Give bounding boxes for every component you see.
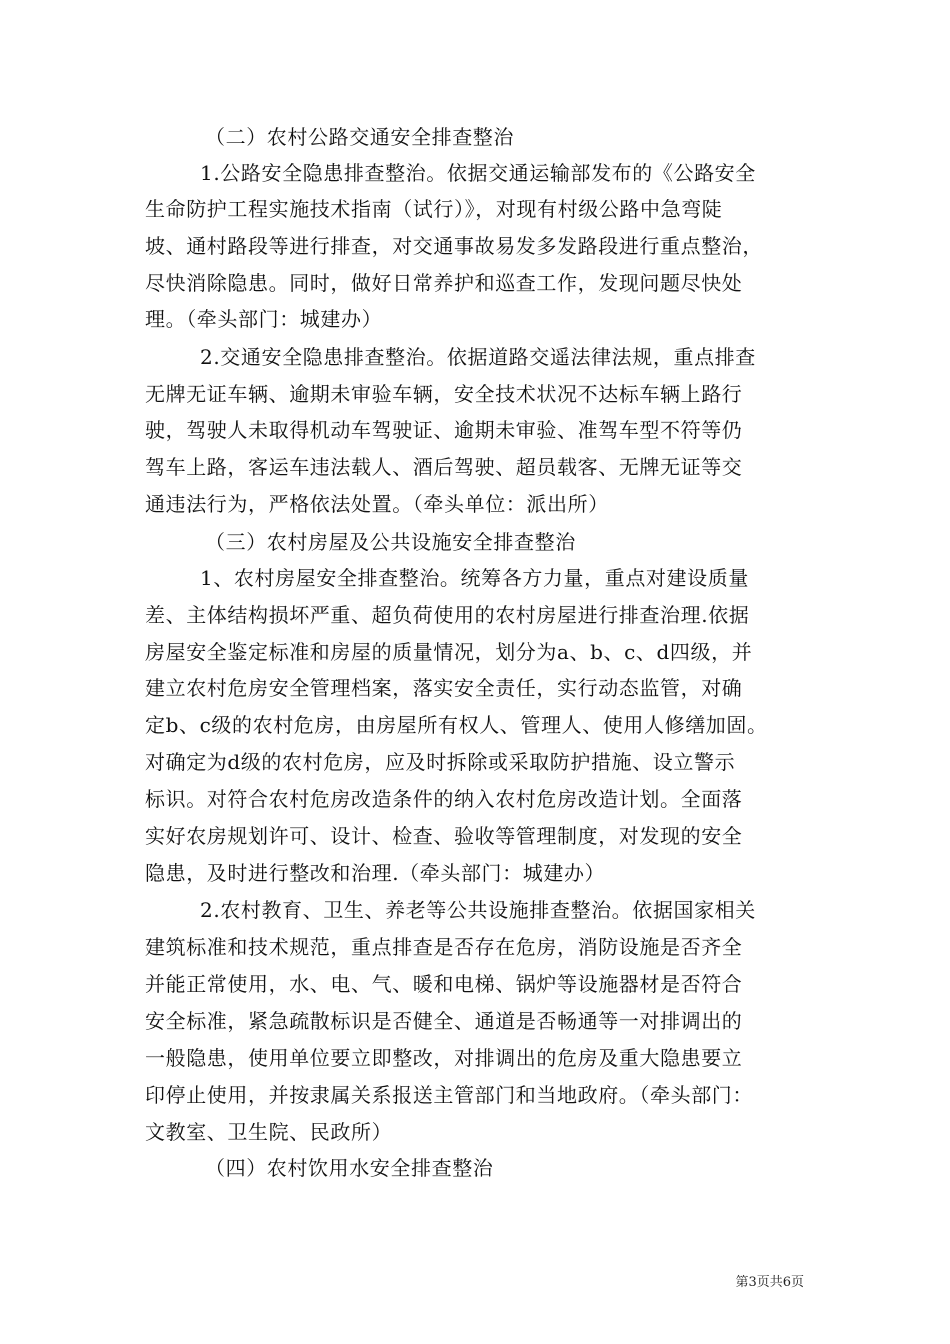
paragraph-line: 标识。对符合农村危房改造条件的纳入农村危房改造计划。全面落 bbox=[145, 787, 743, 811]
section-heading-2: （二）农村公路交通安全排查整治 bbox=[205, 125, 514, 149]
paragraph-line: 驾车上路，客运车违法载人、酒后驾驶、超员载客、无牌无证等交 bbox=[145, 455, 743, 479]
paragraph-line: 安全标准，紧急疏散标识是否健全、通道是否畅通等一对排调出的 bbox=[145, 1009, 743, 1033]
paragraph-line: 实好农房规划许可、设计、检查、验收等管理制度，对发现的安全 bbox=[145, 824, 743, 848]
paragraph-line: 尽快消除隐患。同时，做好日常养护和巡查工作，发现问题尽快处 bbox=[145, 271, 743, 295]
paragraph-line: 一般隐患，使用单位要立即整改，对排调出的危房及重大隐患要立 bbox=[145, 1046, 743, 1070]
paragraph-line: 2.农村教育、卫生、养老等公共设施排查整治。依据国家相关 bbox=[200, 898, 756, 922]
paragraph-line: 驶，驾驶人未取得机动车驾驶证、逾期未审验、准驾车型不符等仍 bbox=[145, 418, 743, 442]
paragraph-line: 建立农村危房安全管理档案，落实安全责任，实行动态监管，对确 bbox=[145, 676, 743, 700]
paragraph-line: 无牌无证车辆、逾期未审验车辆，安全技术状况不达标车辆上路行 bbox=[145, 382, 743, 406]
paragraph-line: 生命防护工程实施技术指南（试行）》，对现有村级公路中急弯陡 bbox=[145, 197, 723, 221]
paragraph-line: 坡、通村路段等进行排查，对交通事故易发多发路段进行重点整治， bbox=[145, 234, 763, 258]
paragraph-line: 印停止使用，并按隶属关系报送主管部门和当地政府。（牵头部门： bbox=[145, 1083, 753, 1107]
paragraph-line: 隐患，及时进行整改和治理.（牵头部门：城建办） bbox=[145, 861, 606, 885]
paragraph-line: 理。（牵头部门：城建办） bbox=[145, 307, 383, 331]
paragraph-line: 房屋安全鉴定标准和房屋的质量情况，划分为a、b、c、d四级，并 bbox=[145, 640, 753, 664]
paragraph-line: 1.公路安全隐患排查整治。依据交通运输部发布的《公路安全 bbox=[200, 161, 756, 185]
section-heading-3: （三）农村房屋及公共设施安全排查整治 bbox=[205, 530, 576, 554]
page-number: 第3页共6页 bbox=[735, 1275, 804, 1290]
paragraph-line: 通违法行为，严格依法处置。（牵头单位：派出所） bbox=[145, 492, 609, 516]
paragraph-line: 并能正常使用，水、电、气、暖和电梯、锅炉等设施器材是否符合 bbox=[145, 972, 743, 996]
paragraph-line: 建筑标准和技术规范，重点排查是否存在危房，消防设施是否齐全 bbox=[145, 935, 743, 959]
paragraph-line: 1、农村房屋安全排查整治。统筹各方力量，重点对建设质量 bbox=[200, 566, 749, 590]
paragraph-line: 2.交通安全隐患排查整治。依据道路交遥法律法规，重点排查 bbox=[200, 345, 756, 369]
section-heading-4: （四）农村饮用水安全排查整治 bbox=[205, 1156, 494, 1180]
paragraph-line: 差、主体结构损坏严重、超负荷使用的农村房屋进行排查治理.依据 bbox=[145, 603, 750, 627]
paragraph-line: 定b、c级的农村危房，由房屋所有权人、管理人、使用人修缮加固。 bbox=[145, 713, 768, 737]
paragraph-line: 对确定为d级的农村危房，应及时拆除或采取防护措施、设立警示 bbox=[145, 750, 736, 774]
paragraph-line: 文教室、卫生院、民政所） bbox=[145, 1120, 393, 1144]
